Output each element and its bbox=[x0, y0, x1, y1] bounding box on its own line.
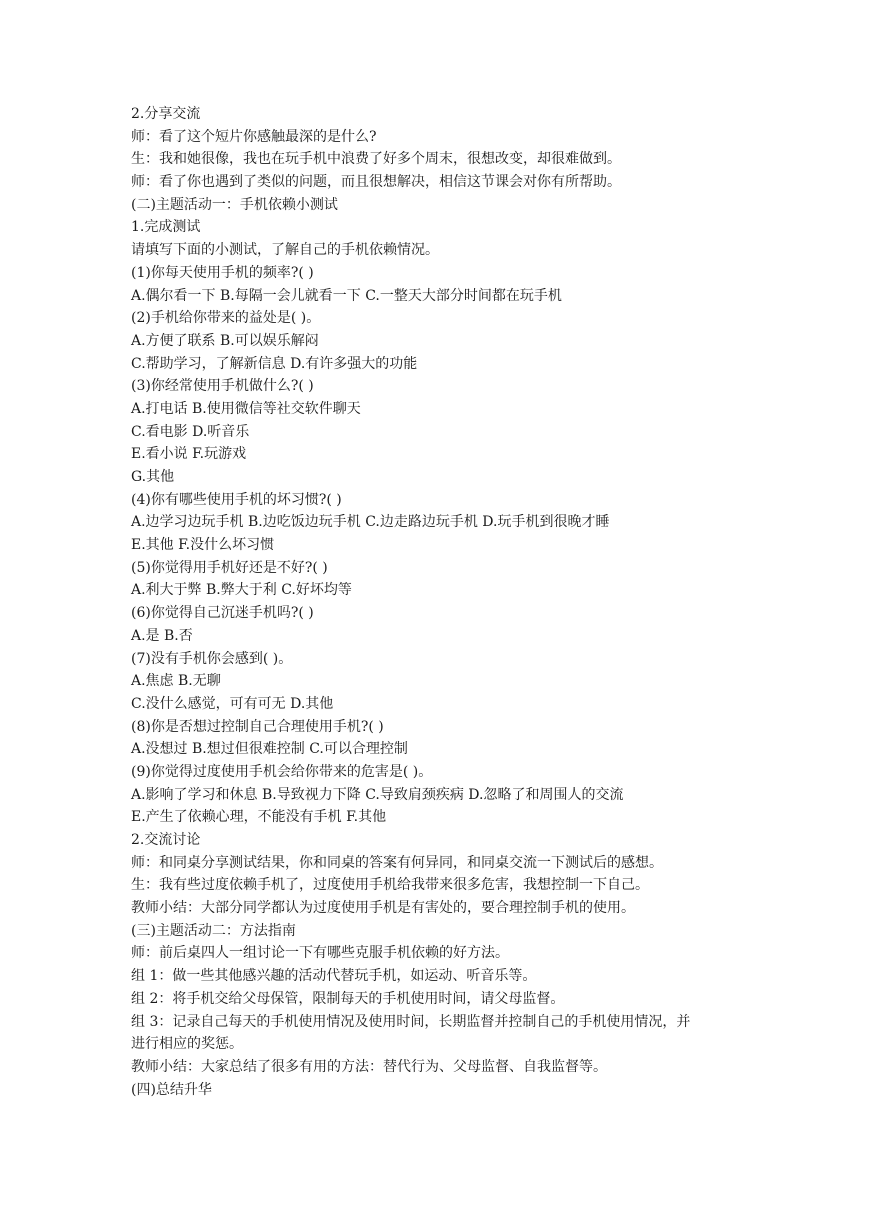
group-answer: 组 3：记录自己每天的手机使用情况及使用时间，长期监督并控制自己的手机使用情况，并 bbox=[131, 1013, 691, 1030]
quiz-question: (2)手机给你带来的益处是( )。 bbox=[131, 310, 321, 327]
teacher-line: 师：和同桌分享测试结果，你和同桌的答案有何异同，和同桌交流一下测试后的感想。 bbox=[131, 854, 663, 871]
quiz-options: C.帮助学习，了解新信息 D.有许多强大的功能 bbox=[131, 355, 418, 372]
quiz-question: (8)你是否想过控制自己合理使用手机?( ) bbox=[131, 718, 384, 735]
quiz-question: (7)没有手机你会感到( )。 bbox=[131, 650, 293, 667]
student-line: 生：我有些过度依赖手机了，过度使用手机给我带来很多危害，我想控制一下自己。 bbox=[131, 877, 649, 894]
quiz-question: (9)你觉得过度使用手机会给你带来的危害是( )。 bbox=[131, 763, 433, 780]
section-heading: (二)主题活动一：手机依赖小测试 bbox=[131, 196, 338, 213]
group-answer: 组 1：做一些其他感兴趣的活动代替玩手机，如运动、听音乐等。 bbox=[131, 968, 537, 985]
section-heading: 2.分享交流 bbox=[131, 106, 201, 122]
quiz-options: A.是 B.否 bbox=[131, 627, 193, 644]
quiz-options: E.看小说 F.玩游戏 bbox=[131, 446, 247, 463]
teacher-summary: 教师小结：大部分同学都认为过度使用手机是有害处的，要合理控制手机的使用。 bbox=[131, 900, 635, 917]
quiz-options: E.产生了依赖心理，不能没有手机 F.其他 bbox=[131, 809, 387, 826]
quiz-options: G.其他 bbox=[131, 469, 175, 485]
section-heading: (三)主题活动二：方法指南 bbox=[131, 922, 296, 939]
teacher-line: 师：前后桌四人一组讨论一下有哪些克服手机依赖的好方法。 bbox=[131, 945, 509, 962]
teacher-summary: 教师小结：大家总结了很多有用的方法：替代行为、父母监督、自我监督等。 bbox=[131, 1058, 607, 1075]
teacher-line: 师：看了你也遇到了类似的问题，而且很想解决，相信这节课会对你有所帮助。 bbox=[131, 174, 621, 191]
quiz-options: C.没什么感觉，可有可无 D.其他 bbox=[131, 695, 334, 712]
quiz-options: E.其他 F.没什么坏习惯 bbox=[131, 537, 275, 554]
section-heading: (四)总结升华 bbox=[131, 1081, 212, 1098]
quiz-options: A.方便了联系 B.可以娱乐解闷 bbox=[131, 332, 319, 349]
subsection-heading: 2.交流讨论 bbox=[131, 832, 201, 848]
quiz-question: (3)你经常使用手机做什么?( ) bbox=[131, 378, 314, 395]
document-body bbox=[131, 103, 761, 1101]
quiz-options: A.利大于弊 B.弊大于利 C.好坏均等 bbox=[131, 582, 352, 599]
subsection-heading: 1.完成测试 bbox=[131, 219, 201, 236]
quiz-options: A.边学习边玩手机 B.边吃饭边玩手机 C.边走路边玩手机 D.玩手机到很晚才睡 bbox=[131, 514, 610, 531]
quiz-question: (4)你有哪些使用手机的坏习惯?( ) bbox=[131, 491, 342, 508]
instruction-text: 请填写下面的小测试，了解自己的手机依赖情况。 bbox=[131, 242, 439, 259]
quiz-options: C.看电影 D.听音乐 bbox=[131, 423, 250, 440]
group-answer: 组 2：将手机交给父母保管，限制每天的手机使用时间，请父母监督。 bbox=[131, 990, 565, 1007]
quiz-question: (5)你觉得用手机好还是不好?( ) bbox=[131, 559, 328, 576]
teacher-line: 师：看了这个短片你感触最深的是什么? bbox=[131, 128, 377, 145]
quiz-options: A.焦虑 B.无聊 bbox=[131, 673, 221, 690]
quiz-options: A.影响了学习和休息 B.导致视力下降 C.导致肩颈疾病 D.忽略了和周围人的交流 bbox=[131, 786, 624, 803]
student-line: 生：我和她很像，我也在玩手机中浪费了好多个周末，很想改变，却很难做到。 bbox=[131, 151, 621, 168]
quiz-options: A.打电话 B.使用微信等社交软件聊天 bbox=[131, 400, 361, 417]
quiz-options: A.没想过 B.想过但很难控制 C.可以合理控制 bbox=[131, 741, 408, 758]
quiz-question: (1)你每天使用手机的频率?( ) bbox=[131, 264, 314, 281]
group-answer-continued: 进行相应的奖惩。 bbox=[131, 1036, 243, 1053]
quiz-options: A.偶尔看一下 B.每隔一会儿就看一下 C.一整天大部分时间都在玩手机 bbox=[131, 287, 562, 304]
quiz-question: (6)你觉得自己沉迷手机吗?( ) bbox=[131, 605, 314, 622]
